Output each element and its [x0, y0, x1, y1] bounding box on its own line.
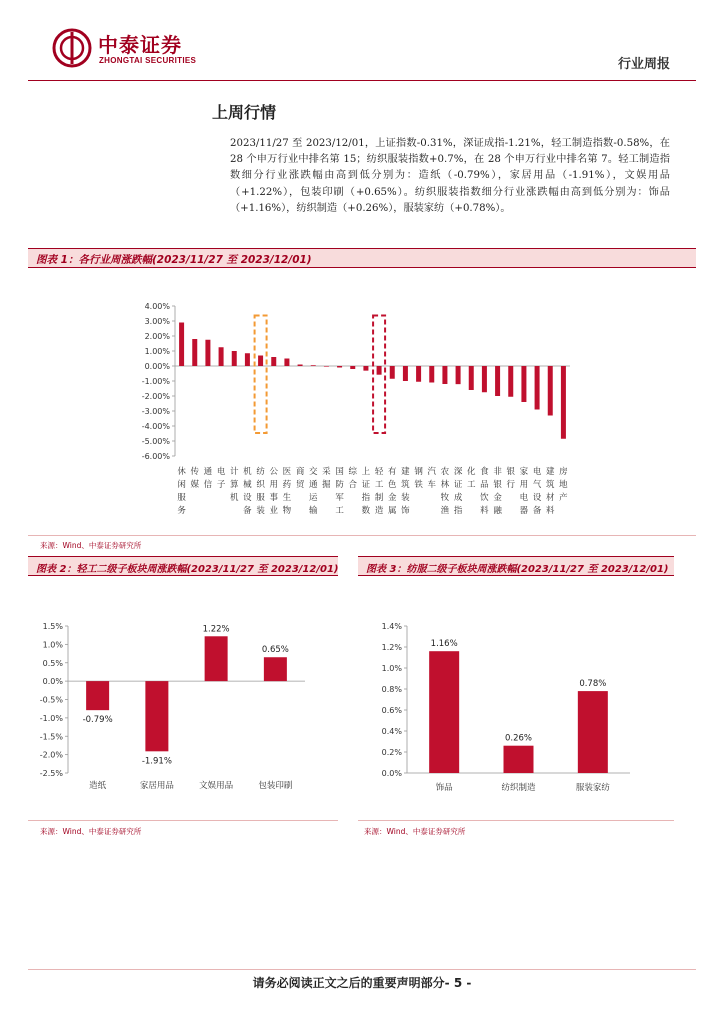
- x-category-label: 制: [374, 493, 384, 503]
- x-category-label: 银: [506, 467, 516, 477]
- footer-disclaimer: 请务必阅读正文之后的重要声明部分- 5 -: [252, 976, 472, 990]
- x-category-label: 休: [177, 467, 186, 477]
- bar: [390, 366, 395, 379]
- header-divider: [28, 80, 696, 81]
- logo-text-en: ZHONGTAI SECURITIES: [99, 56, 197, 65]
- textile-subsector-chart: [350, 590, 680, 820]
- company-logo: [52, 28, 222, 70]
- x-category-label: 指: [453, 506, 463, 516]
- x-category-label: 电: [532, 467, 542, 477]
- y-tick-label: -4.00%: [141, 422, 170, 431]
- x-category-label: 合: [348, 480, 358, 490]
- x-category-label: 工: [374, 480, 384, 490]
- x-category-label: 商: [295, 467, 305, 477]
- x-category-label: 金: [493, 493, 502, 503]
- x-category-label: 气: [532, 480, 542, 490]
- x-category-label: 用: [269, 480, 279, 490]
- x-category-label: 输: [308, 506, 318, 516]
- x-category-label: 药: [282, 480, 292, 490]
- x-category-label: 算: [229, 480, 239, 490]
- x-category-label: 建: [545, 467, 555, 477]
- bar: [298, 365, 303, 367]
- x-category-label: 车: [427, 480, 437, 490]
- x-category-label: 服: [177, 493, 186, 503]
- y-tick-label: -6.00%: [141, 452, 170, 461]
- bar: [403, 366, 408, 381]
- data-label: 1.22%: [202, 624, 230, 635]
- data-label: 0.26%: [504, 733, 533, 744]
- y-tick-label: -1.5%: [39, 732, 63, 742]
- bar: [495, 366, 500, 396]
- bar: [205, 636, 228, 681]
- x-category-label: 运: [308, 493, 318, 503]
- figure2-title-bar: [28, 556, 338, 576]
- bar: [219, 347, 224, 366]
- y-tick-label: 2.00%: [144, 332, 170, 341]
- summary-paragraph: 2023/11/27 至 2023/12/01，上证指数-0.31%，深证成指-1.21%，轻工制造指数-0.58%，在 28 个申万行业中排名第 15；纺织服装指数+0.7%，在 28 个申万行业中排名第 7。轻工制造指数细分行业涨跌幅由高到低分别为：造纸（-0.79%），家居用品（-1.91%），文娱用品（+1.22%），包装印刷（+0.65%）。纺织服装指数细分行业涨跌幅由高到低分别为：饰品（+1.16%），纺织制造（+0.26%），服装家纺（+0.78%）。: [230, 138, 670, 214]
- x-category-label: 工: [466, 480, 476, 490]
- y-tick-label: 1.0%: [381, 664, 402, 673]
- x-category-label: 产: [559, 493, 568, 503]
- logo-mark-icon: [52, 28, 92, 68]
- y-tick-label: -3.00%: [141, 407, 170, 416]
- bar: [456, 366, 461, 384]
- x-category-label: 计: [229, 467, 239, 477]
- bar: [192, 339, 197, 366]
- x-category-label: 饰: [401, 506, 410, 516]
- bar: [324, 366, 329, 367]
- bar: [508, 366, 513, 397]
- figure3-title: 图表 3：纺服二级子板块周涨跌幅(2023/11/27 至 2023/12/01): [366, 564, 669, 575]
- industry-weekly-change-chart: [0, 290, 724, 570]
- y-tick-label: -1.00%: [141, 377, 170, 386]
- bar: [578, 691, 608, 773]
- x-category-label: 筑: [545, 480, 555, 490]
- x-category-label: 械: [243, 480, 252, 490]
- x-category-label: 材: [545, 493, 555, 503]
- x-category-label: 服: [256, 493, 265, 503]
- y-tick-label: 4.00%: [144, 302, 170, 311]
- x-category-label: 媒: [190, 480, 200, 490]
- y-tick-label: -1.0%: [39, 713, 63, 723]
- x-category-label: 事: [269, 493, 279, 503]
- x-category-label: 文娱用品: [199, 781, 234, 791]
- x-category-label: 机: [229, 493, 239, 503]
- x-category-label: 包装印刷: [258, 781, 293, 791]
- x-category-label: 务: [177, 506, 186, 516]
- data-label: -0.79%: [82, 715, 113, 726]
- y-tick-label: -2.00%: [141, 392, 170, 401]
- bar: [561, 366, 566, 439]
- y-tick-label: -0.5%: [39, 695, 63, 705]
- bar: [350, 366, 355, 369]
- x-category-label: 上: [361, 467, 371, 477]
- y-tick-label: 0.8%: [381, 685, 402, 694]
- y-tick-label: 0.2%: [381, 748, 402, 757]
- x-category-label: 备: [532, 506, 542, 516]
- bar: [535, 366, 540, 410]
- data-label: -1.91%: [141, 756, 172, 767]
- x-category-label: 林: [440, 480, 450, 490]
- figure2-title: 图表 2：轻工二级子板块周涨跌幅(2023/11/27 至 2023/12/01): [36, 564, 339, 575]
- x-category-label: 融: [493, 506, 502, 516]
- y-tick-label: 1.5%: [42, 622, 63, 631]
- bar: [377, 366, 382, 375]
- x-category-label: 成: [453, 493, 463, 503]
- x-category-label: 物: [282, 506, 292, 516]
- bar: [258, 356, 263, 367]
- x-category-label: 牧: [440, 493, 450, 503]
- bar: [145, 681, 168, 751]
- x-category-label: 电: [519, 493, 529, 503]
- footer-divider: [28, 969, 696, 970]
- figure1-source: 来源：Wind、中泰证券研究所: [40, 541, 142, 550]
- x-category-label: 证: [361, 480, 371, 490]
- x-category-label: 服装家纺: [575, 783, 610, 793]
- x-category-label: 渔: [440, 506, 450, 516]
- x-category-label: 通: [308, 480, 318, 490]
- x-category-label: 设: [532, 493, 542, 503]
- x-category-label: 防: [335, 480, 344, 490]
- x-category-label: 信: [203, 480, 213, 490]
- x-category-label: 属: [387, 506, 397, 516]
- bar: [271, 357, 276, 366]
- x-category-label: 闲: [177, 480, 186, 490]
- x-category-label: 有: [387, 467, 397, 477]
- x-category-label: 医: [282, 467, 292, 477]
- x-category-label: 品: [480, 480, 489, 490]
- bar: [205, 340, 210, 366]
- x-category-label: 饰品: [435, 783, 453, 793]
- x-category-label: 备: [243, 506, 252, 516]
- bar: [284, 359, 289, 367]
- x-category-label: 通: [203, 467, 213, 477]
- x-category-label: 掘: [322, 480, 331, 490]
- x-category-label: 筑: [401, 480, 410, 490]
- x-category-label: 织: [256, 480, 265, 490]
- x-category-label: 子: [216, 480, 226, 490]
- bar: [429, 651, 459, 773]
- y-tick-label: 0.0%: [42, 677, 63, 687]
- x-category-label: 钢: [414, 467, 423, 477]
- bar: [337, 366, 342, 368]
- y-tick-label: 3.00%: [144, 317, 170, 326]
- x-category-label: 国: [335, 467, 344, 477]
- y-tick-label: 0.4%: [381, 727, 402, 736]
- x-category-label: 深: [453, 467, 463, 477]
- x-category-label: 地: [559, 480, 568, 490]
- x-category-label: 料: [545, 506, 555, 516]
- x-category-label: 纺织制造: [501, 783, 536, 793]
- x-category-label: 银: [493, 480, 502, 490]
- x-category-label: 食: [480, 467, 489, 477]
- bar: [429, 366, 434, 383]
- x-category-label: 器: [519, 506, 529, 516]
- bar: [482, 366, 487, 392]
- bar: [245, 353, 250, 366]
- x-category-label: 证: [453, 480, 463, 490]
- x-category-label: 设: [243, 493, 252, 503]
- x-category-label: 指: [361, 493, 371, 503]
- bar: [416, 366, 421, 382]
- bar: [86, 681, 109, 710]
- x-category-label: 轻: [374, 467, 384, 477]
- bar: [504, 746, 534, 773]
- y-tick-label: -2.5%: [39, 769, 63, 778]
- x-category-label: 非: [493, 467, 502, 477]
- bar: [442, 366, 447, 384]
- x-category-label: 行: [506, 480, 516, 490]
- y-tick-label: 0.00%: [144, 362, 170, 371]
- y-tick-label: -5.00%: [141, 437, 170, 446]
- light-industry-subsector-chart: [20, 590, 350, 820]
- y-tick-label: 1.2%: [381, 643, 402, 652]
- data-label: 0.78%: [579, 679, 607, 690]
- x-category-label: 家: [519, 467, 529, 477]
- bar: [363, 366, 368, 371]
- bar: [311, 365, 316, 366]
- data-label: 1.16%: [430, 639, 458, 650]
- x-category-label: 纺: [256, 467, 265, 477]
- x-category-label: 装: [401, 493, 410, 503]
- x-category-label: 机: [243, 467, 252, 477]
- highlight-box: [255, 316, 267, 434]
- x-category-label: 色: [387, 480, 397, 490]
- bar: [179, 323, 184, 367]
- figure1-title-bar: [28, 248, 696, 268]
- x-category-label: 传: [190, 467, 200, 477]
- x-category-label: 饮: [480, 493, 489, 503]
- y-tick-label: 0.5%: [42, 658, 63, 668]
- figure2-bottom-rule: [28, 820, 338, 821]
- x-category-label: 化: [466, 467, 476, 477]
- y-tick-label: -2.0%: [39, 750, 63, 760]
- figure1-title: 图表 1：各行业周涨跌幅(2023/11/27 至 2023/12/01): [36, 254, 312, 266]
- bar: [469, 366, 474, 390]
- logo-text-cn: 中泰证券: [98, 33, 182, 57]
- x-category-label: 家居用品: [139, 781, 174, 791]
- y-tick-label: 0.6%: [381, 706, 402, 715]
- bar: [548, 366, 553, 416]
- x-category-label: 综: [348, 467, 358, 477]
- x-category-label: 采: [322, 467, 331, 477]
- data-label: 0.65%: [261, 645, 289, 656]
- x-category-label: 工: [335, 506, 344, 516]
- y-tick-label: 1.00%: [144, 347, 170, 356]
- y-tick-label: 1.0%: [42, 640, 63, 650]
- y-tick-label: 0.0%: [381, 769, 402, 778]
- figure1-bottom-rule: [28, 535, 696, 536]
- x-category-label: 数: [361, 506, 371, 516]
- bar: [521, 366, 526, 402]
- x-category-label: 铁: [414, 480, 423, 490]
- x-category-label: 建: [401, 467, 410, 477]
- x-category-label: 用: [519, 480, 529, 490]
- x-category-label: 交: [308, 467, 318, 477]
- figure2-source: 来源：Wind、中泰证券研究所: [40, 827, 142, 836]
- x-category-label: 料: [480, 506, 489, 516]
- x-category-label: 汽: [427, 467, 437, 477]
- x-category-label: 金: [387, 493, 397, 503]
- figure3-source: 来源：Wind、中泰证券研究所: [364, 827, 466, 836]
- x-category-label: 公: [269, 467, 279, 477]
- x-category-label: 业: [269, 506, 279, 516]
- x-category-label: 电: [216, 467, 226, 477]
- x-category-label: 生: [282, 493, 292, 503]
- x-category-label: 房: [559, 467, 568, 477]
- figure3-title-bar: [358, 556, 674, 576]
- x-category-label: 军: [335, 493, 344, 503]
- y-tick-label: 1.4%: [381, 622, 402, 631]
- x-category-label: 装: [256, 506, 265, 516]
- x-category-label: 贸: [295, 480, 305, 490]
- bar: [264, 657, 287, 681]
- section-title: 上周行情: [212, 103, 277, 122]
- report-type: 行业周报: [617, 57, 670, 72]
- figure3-bottom-rule: [358, 820, 674, 821]
- bar: [232, 351, 237, 366]
- x-category-label: 造纸: [89, 781, 107, 791]
- x-category-label: 造: [374, 506, 384, 516]
- x-category-label: 农: [440, 467, 450, 477]
